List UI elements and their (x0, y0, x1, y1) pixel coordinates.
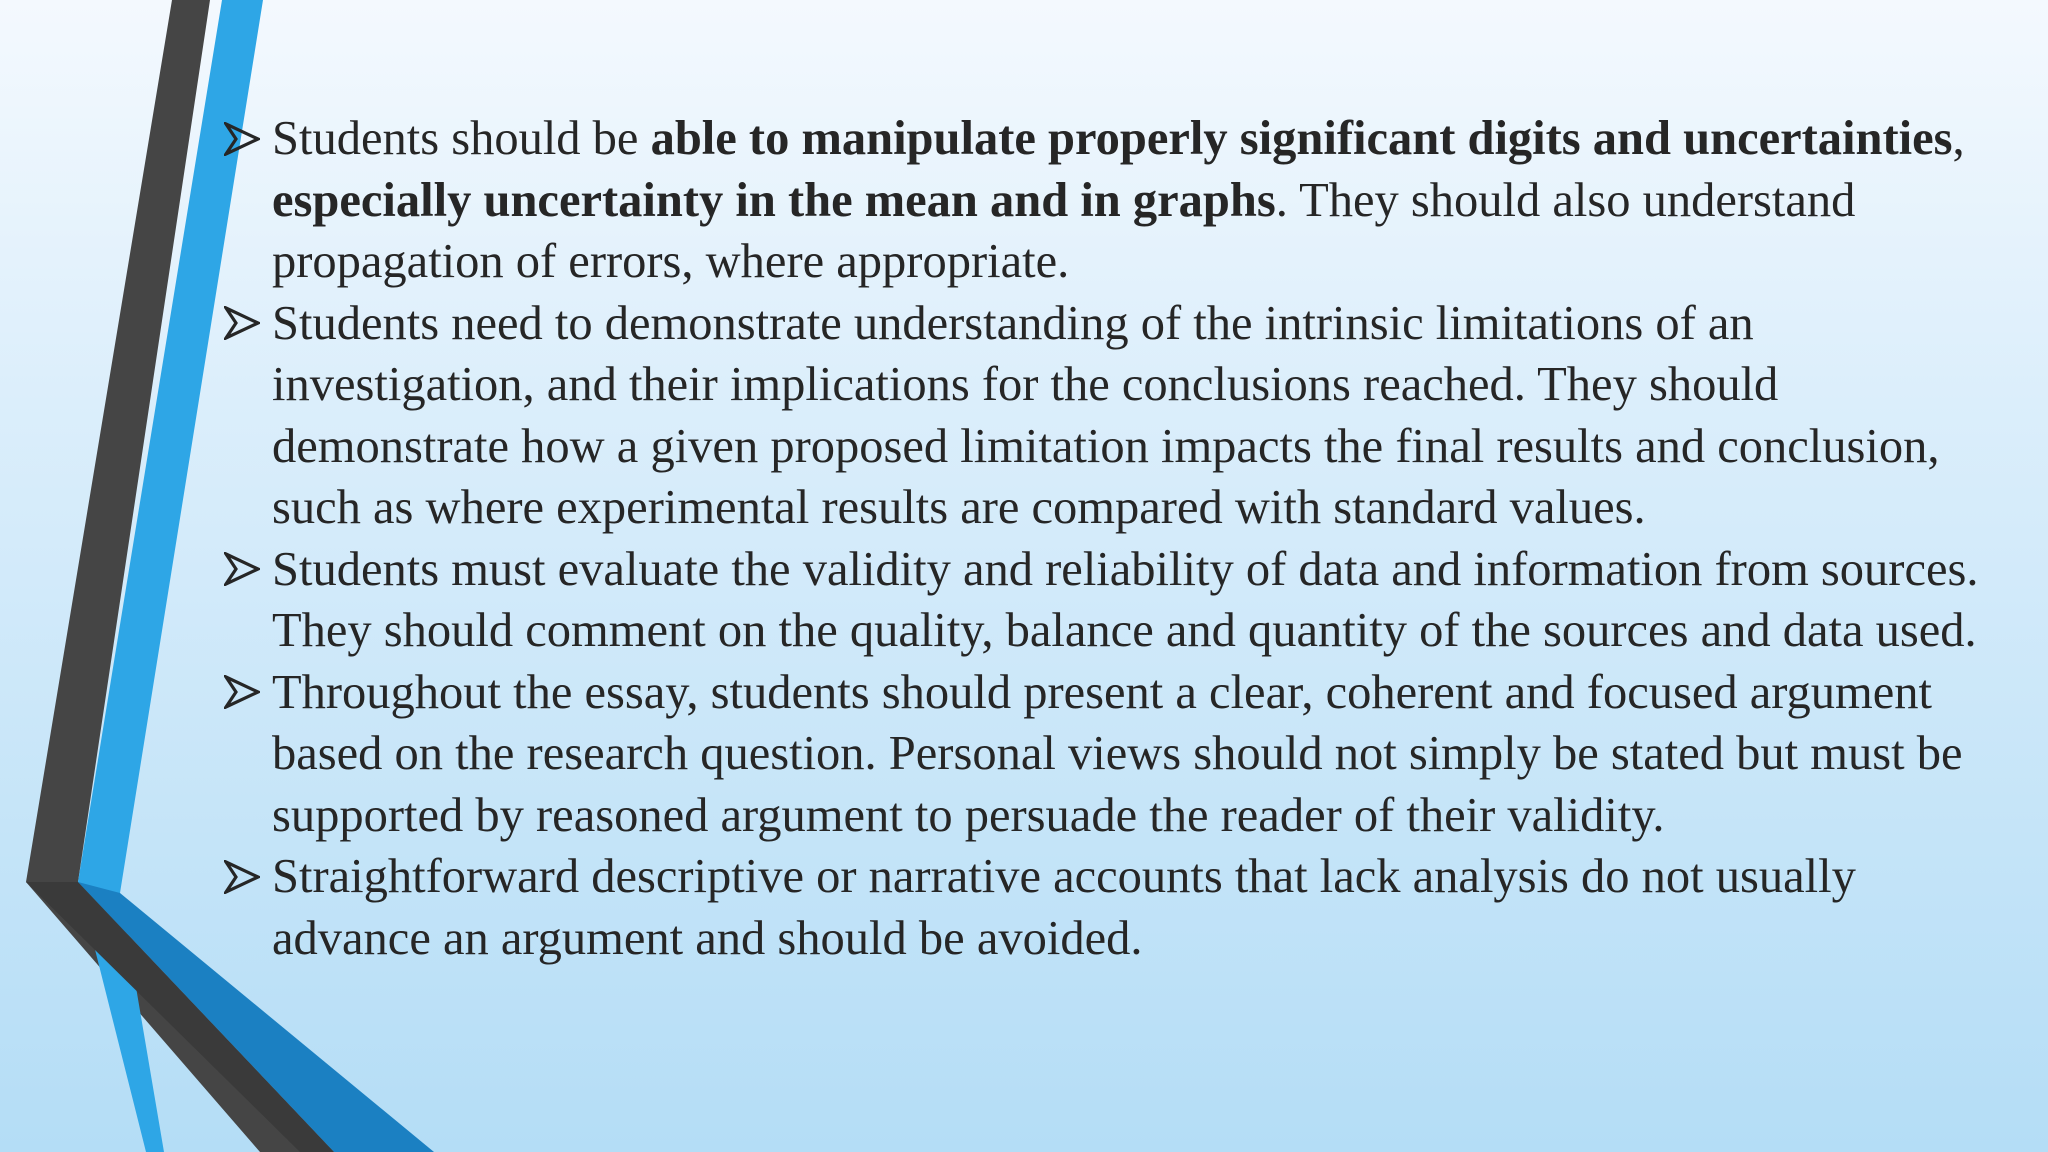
arrowhead-bullet-icon (224, 662, 268, 724)
bullet-text: Straightforward descriptive or narrative accounts that lack analysis do not usually advance an argument and should be avoided. (272, 850, 1856, 965)
bullet-text-bold: especially uncertainty in the mean and in graphs (272, 173, 1276, 227)
bullet-text: Students must evaluate the validity and reliability of data and information from sources. They should comment on the quality, balance and quantity of the sources and data used. (272, 542, 1979, 657)
bullet-item (224, 108, 2024, 293)
bullet-text: Students should be (272, 112, 651, 165)
arrowhead-bullet-icon (224, 108, 268, 170)
bullet-item (224, 662, 2024, 847)
bullet-text: Throughout the essay, students should present a clear, coherent and focused argument based on the research question. Personal views should not simply be stated but must be supported by reasoned argument to persuade the reader of their validity. (272, 665, 1963, 842)
bullet-text-bold: able to manipulate properly significant digits and uncertainties (650, 112, 1953, 165)
bullet-text: Students need to demonstrate understanding of the intrinsic limitations of an investigation, and their implications for the conclusions reached. They should demonstrate how a given proposed limitation impacts the final results and conclusion, such as where experimental results are compared with standard values. (272, 296, 1940, 534)
bullet-text: . They should also understand propagation of errors, where appropriate. (272, 173, 1856, 288)
arrowhead-bullet-icon (224, 539, 268, 601)
bullet-text: , (1952, 112, 1965, 165)
bullet-item (224, 539, 2024, 662)
bullet-list (224, 108, 2024, 969)
arrowhead-bullet-icon (224, 846, 268, 908)
arrowhead-bullet-icon (224, 293, 268, 355)
bullet-item (224, 846, 2024, 969)
bullet-item (224, 293, 2024, 539)
